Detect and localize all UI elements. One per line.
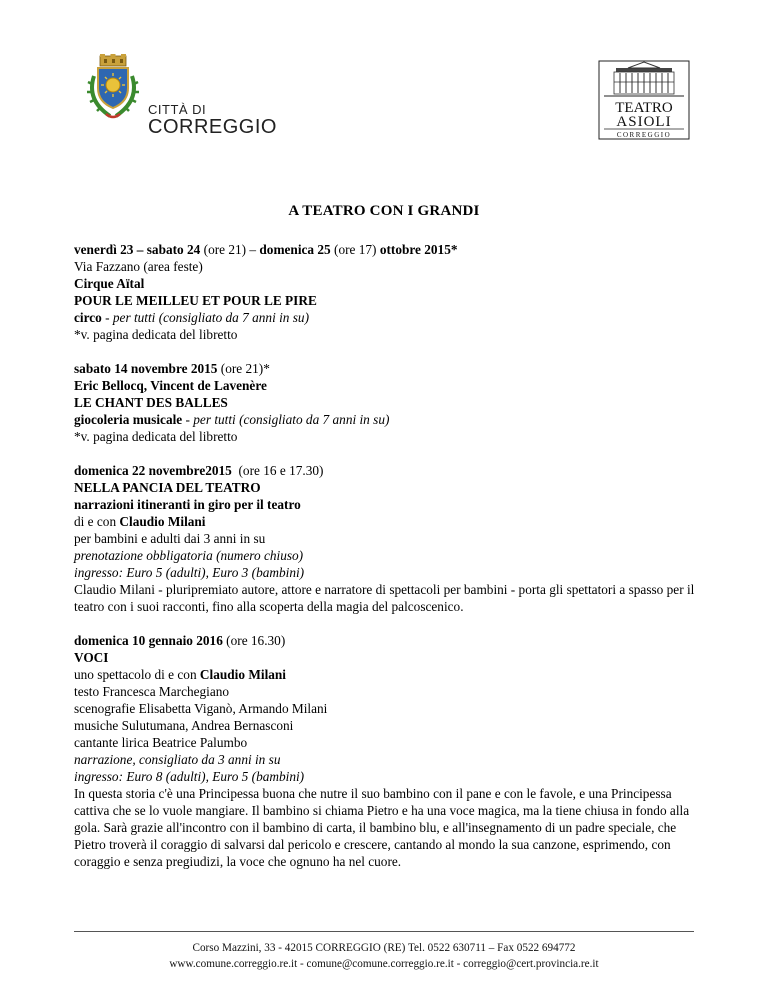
event-credit: cantante lirica Beatrice Palumbo: [74, 735, 248, 750]
event-note: *v. pagina dedicata del libretto: [74, 429, 238, 444]
event-location: Via Fazzano (area feste): [74, 259, 203, 274]
event-by-prefix: uno spettacolo di e con: [74, 667, 200, 682]
event-date-line: [74, 632, 704, 649]
teatro-asioli-logo: [598, 60, 690, 140]
event-description: In questa storia c'è una Principessa buona che nutre il suo bambino con il pane e con le favole, e una Principessa cattiva che se lo vuole mangiare. Il bambino si chiama Pietro e ha una voce magica, ma la tiene chiusa in fondo alla gola. Sarà grazie all'incontro con il bambino di carta, il bambino blu, e all'insegnamento di un padre speciale, che Pietro troverà il coraggio di salvarsi dal pericolo e crescere, cantando al mondo la sua canzone, esprimendo, con coraggio e senza pregiudizi, la voce che ognuno ha nel cuore.: [74, 786, 690, 869]
event-item: [74, 462, 704, 615]
event-genre: circo: [74, 310, 102, 325]
event-credits: [74, 666, 704, 683]
event-item: [74, 360, 704, 445]
event-company: Eric Bellocq, Vincent de Lavenère: [74, 378, 267, 393]
svg-text:CORREGGIO: CORREGGIO: [616, 131, 672, 139]
event-time: (ore 21) –: [200, 242, 260, 257]
event-date: domenica 22 novembre2015: [74, 463, 232, 478]
event-audience: per bambini e adulti dai 3 anni in su: [74, 531, 266, 546]
event-date-line: [74, 360, 704, 377]
event-credit: testo Francesca Marchegiano: [74, 684, 230, 699]
city-name-wordmark: [148, 103, 277, 137]
event-title: LE CHANT DES BALLES: [74, 395, 228, 410]
event-credit: musiche Sulutumana, Andrea Bernasconi: [74, 718, 294, 733]
event-genre-line: [74, 411, 704, 428]
event-note: *v. pagina dedicata del libretto: [74, 327, 238, 342]
event-price: ingresso: Euro 8 (adulti), Euro 5 (bambini): [74, 769, 305, 784]
city-name: CORREGGIO: [148, 116, 277, 138]
event-date: ottobre 2015*: [379, 242, 458, 257]
footer-contacts: www.comune.correggio.re.it - comune@comune.correggio.re.it - correggio@cert.provincia.re.it: [169, 958, 599, 970]
city-label: CITTÀ DI: [148, 102, 207, 117]
event-item: [74, 241, 704, 343]
event-title: VOCI: [74, 650, 109, 665]
event-company: Cirque Aïtal: [74, 276, 145, 291]
event-time: (ore 16 e 17.30): [231, 463, 324, 478]
footer-address: Corso Mazzini, 33 - 42015 CORREGGIO (RE) Tel. 0522 630711 – Fax 0522 694772: [192, 942, 576, 954]
event-item: [74, 632, 704, 870]
event-time: (ore 17): [330, 242, 380, 257]
event-credit: scenografie Elisabetta Viganò, Armando Milani: [74, 701, 328, 716]
event-price: ingresso: Euro 5 (adulti), Euro 3 (bambini): [74, 565, 305, 580]
event-time: (ore 16.30): [222, 633, 286, 648]
events-list: [74, 241, 704, 887]
event-date-line: [74, 462, 704, 479]
event-by-prefix: di e con: [74, 514, 120, 529]
event-date: domenica 25: [259, 242, 331, 257]
event-date: venerdì 23 – sabato 24: [74, 242, 201, 257]
event-genre: narrazione, consigliato da 3 anni in su: [74, 752, 281, 767]
event-date-line: [74, 241, 704, 258]
event-genre-note: - per tutti (consigliato da 7 anni in su): [182, 412, 390, 427]
theatre-facade-icon: [598, 60, 690, 140]
event-credits: [74, 513, 704, 530]
event-subtitle: narrazioni itineranti in giro per il teatro: [74, 497, 301, 512]
event-time: (ore 21)*: [217, 361, 270, 376]
event-description: Claudio Milani - pluripremiato autore, attore e narratore di spettacoli per bambini - porta gli spettatori a spasso per il teatro con i suoi racconti, fino alla scoperta della magia del palcoscenico.: [74, 582, 695, 614]
footer-divider: [74, 931, 694, 932]
event-author: Claudio Milani: [119, 514, 206, 529]
svg-text:TEATRO: TEATRO: [615, 100, 673, 116]
event-title: NELLA PANCIA DEL TEATRO: [74, 480, 261, 495]
event-genre-note: - per tutti (consigliato da 7 anni in su): [101, 310, 310, 325]
event-genre-line: [74, 309, 704, 326]
event-title: POUR LE MEILLEU ET POUR LE PIRE: [74, 293, 317, 308]
event-genre: giocoleria musicale: [74, 412, 183, 427]
event-date: sabato 14 novembre 2015: [74, 361, 218, 376]
event-booking: prenotazione obbligatoria (numero chiuso): [74, 548, 304, 563]
svg-text:ASIOLI: ASIOLI: [616, 114, 672, 130]
page-heading: A TEATRO CON I GRANDI: [288, 203, 480, 219]
event-author: Claudio Milani: [199, 667, 287, 682]
event-date: domenica 10 gennaio 2016: [74, 633, 223, 648]
